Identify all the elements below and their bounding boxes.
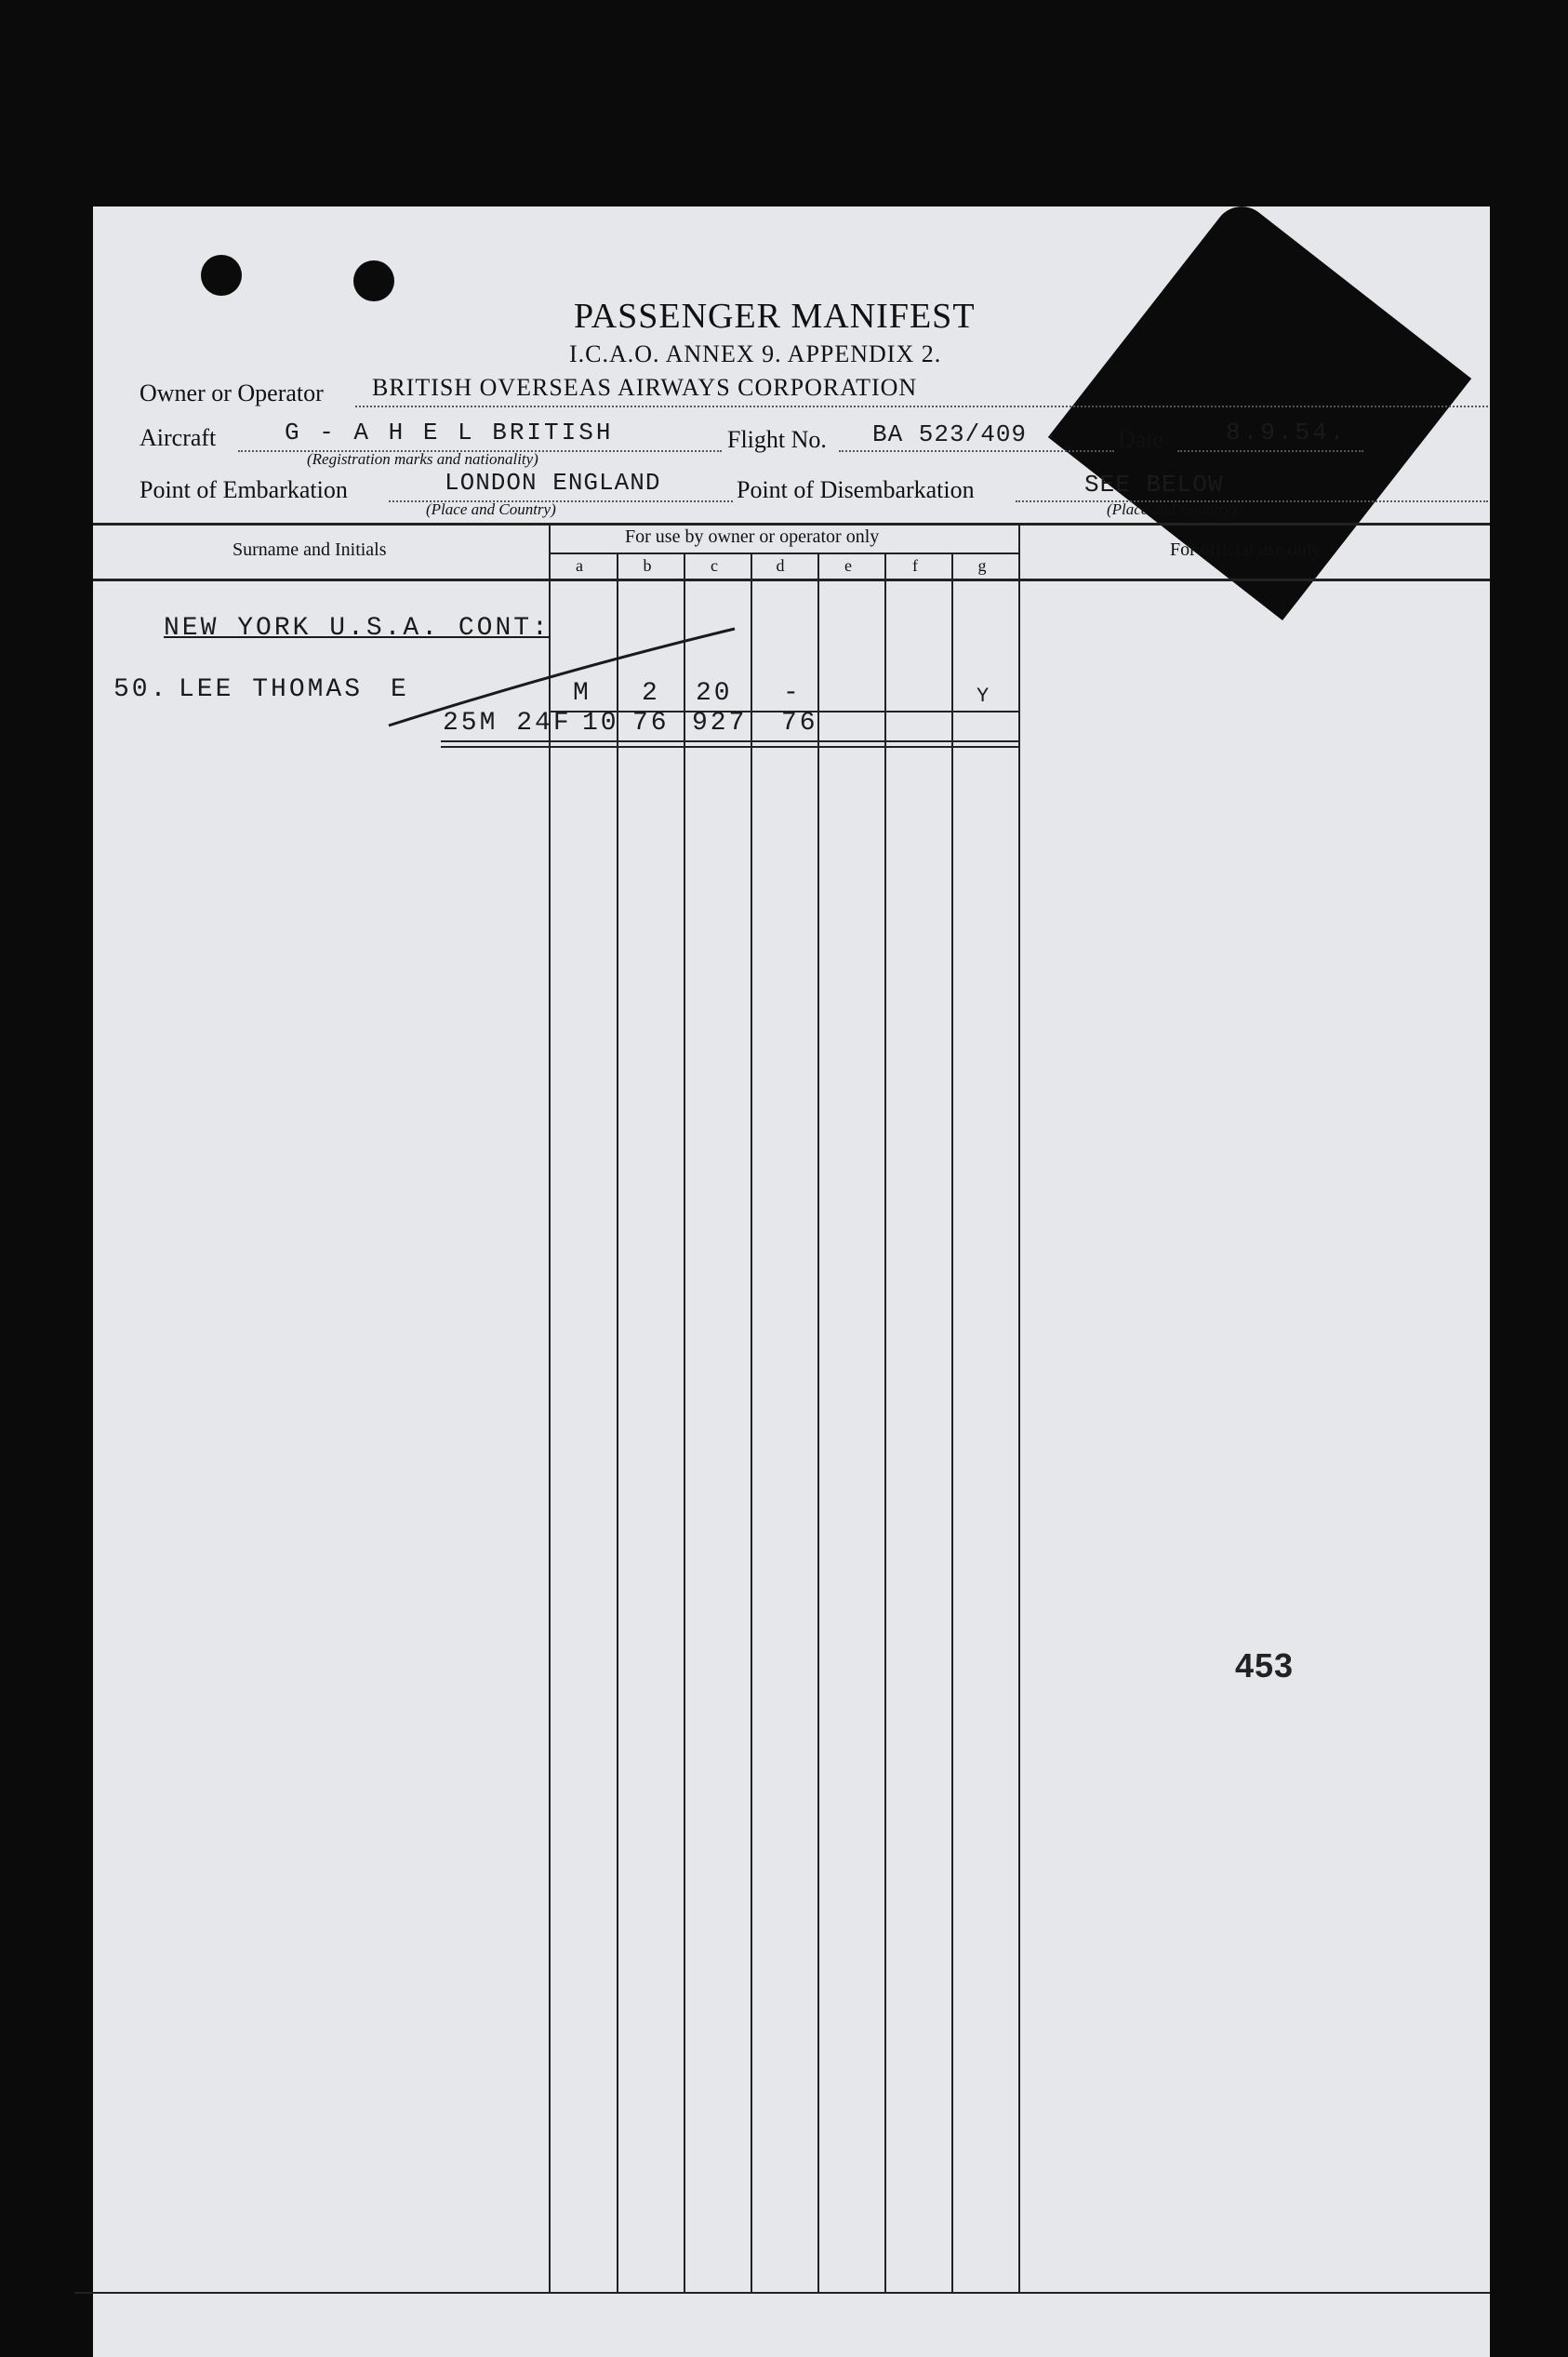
row-col-b: 2 <box>642 679 660 708</box>
column-rule-8 <box>1018 525 1020 2292</box>
disembarkation-caption: (Place and Country) <box>1107 500 1237 518</box>
manifest-subtitle: I.C.A.O. ANNEX 9. APPENDIX 2. <box>569 340 942 367</box>
owner-use-header: For use by owner or operator only <box>625 526 880 547</box>
row-col-a: M <box>573 679 591 708</box>
registration-caption: (Registration marks and nationality) <box>307 450 538 468</box>
disembarkation-label: Point of Disembarkation <box>737 476 975 503</box>
surname-header: Surname and Initials <box>233 539 387 560</box>
totals-col-c: 927 <box>692 709 748 738</box>
totals-rule-2 <box>441 746 1019 748</box>
column-g-header: g <box>977 556 987 575</box>
disembarkation-value: SEE BELOW <box>1084 471 1224 499</box>
totals-col-d: 76 <box>781 709 818 738</box>
column-d-header: d <box>776 556 785 575</box>
date-line <box>1177 450 1363 452</box>
aircraft-label: Aircraft <box>140 424 217 451</box>
flight-value: BA 523/409 <box>872 420 1028 448</box>
passenger-initial: E <box>391 675 409 704</box>
row-col-d: - <box>783 679 802 708</box>
column-c-header: c <box>711 556 718 575</box>
column-b-header: b <box>643 556 652 575</box>
punch-hole-left <box>201 255 242 296</box>
totals-col-a: 10 <box>582 709 619 738</box>
row-col-c: 20 <box>696 679 733 708</box>
row-number: 50. <box>113 675 169 704</box>
column-rule-5 <box>817 553 819 2292</box>
column-rule-1 <box>549 525 551 2292</box>
table-top-rule <box>93 523 1490 526</box>
column-f-header: f <box>912 556 918 575</box>
column-a-header: a <box>576 556 583 575</box>
date-label: Date <box>1118 426 1164 453</box>
flight-label: Flight No. <box>727 426 827 453</box>
date-value: 8.9.54. <box>1226 419 1348 446</box>
embarkation-value: LONDON ENGLAND <box>445 469 661 497</box>
column-rule-3 <box>684 553 685 2292</box>
totals-label: 25M 24F <box>443 709 572 738</box>
totals-rule-1 <box>441 740 1019 742</box>
column-e-header: e <box>844 556 852 575</box>
flight-line <box>839 450 1114 452</box>
owner-line <box>355 406 1488 407</box>
row-col-g: Y <box>977 685 992 708</box>
column-rule-2 <box>617 553 618 2292</box>
embarkation-caption: (Place and Country) <box>426 500 556 518</box>
disembarkation-line <box>1016 500 1488 502</box>
header-bottom-rule <box>93 579 1490 581</box>
column-rule-4 <box>751 553 752 2292</box>
column-rule-6 <box>884 553 886 2292</box>
header-mid-rule <box>549 553 1019 554</box>
destination-section: NEW YORK U.S.A. CONT: <box>164 614 551 643</box>
footer-rule <box>74 2292 1490 2294</box>
column-rule-7 <box>951 553 953 2292</box>
owner-value: BRITISH OVERSEAS AIRWAYS CORPORATION <box>372 374 918 401</box>
punch-hole-right <box>353 260 394 301</box>
page-stamp-number: 453 <box>1235 1646 1295 1685</box>
embarkation-label: Point of Embarkation <box>140 476 348 503</box>
totals-col-b: 76 <box>632 709 670 738</box>
aircraft-value: G - A H E L BRITISH <box>285 419 614 446</box>
manifest-title: PASSENGER MANIFEST <box>574 297 976 336</box>
owner-label: Owner or Operator <box>140 380 324 406</box>
passenger-name: LEE THOMAS <box>179 675 364 704</box>
official-use-header: For official use only <box>1170 539 1322 560</box>
